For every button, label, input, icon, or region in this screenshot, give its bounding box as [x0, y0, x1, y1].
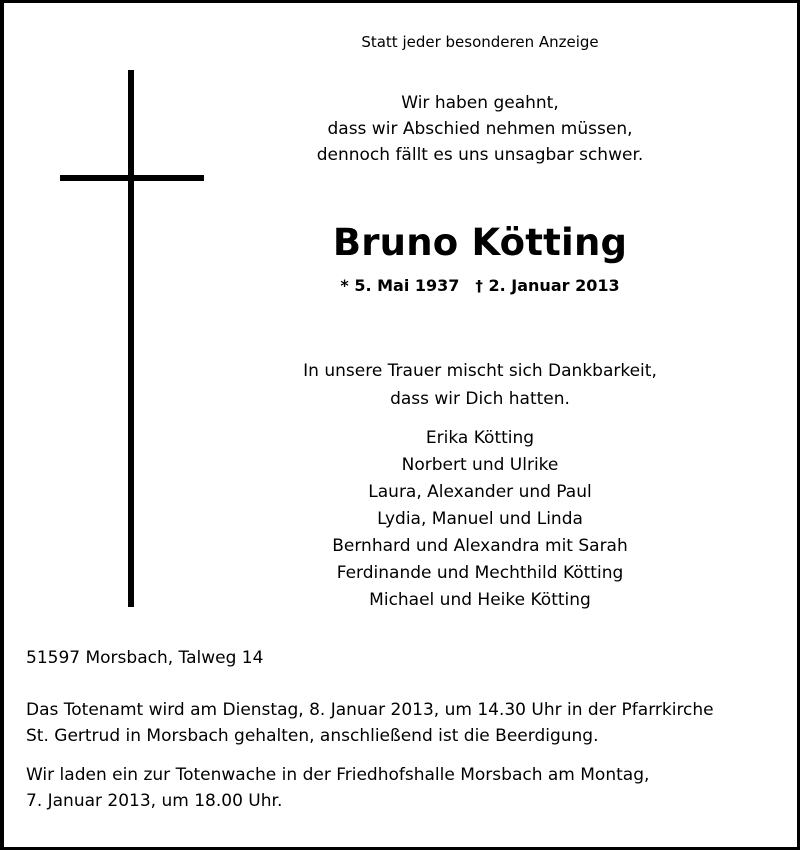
wake-info [26, 762, 786, 814]
mourners-list [270, 425, 690, 614]
mourner-entry: Ferdinande und Mechthild Kötting [336, 563, 624, 583]
service-line: St. Gertrud in Morsbach gehalten, anschließend ist die Beerdigung. [26, 726, 599, 746]
cross-icon-horizontal-bar [60, 175, 204, 181]
deceased-name: Bruno Kötting [332, 221, 628, 264]
notice-headline: Statt jeder besonderen Anzeige [361, 33, 599, 51]
service-line: Das Totenamt wird am Dienstag, 8. Januar 2013, um 14.30 Uhr in der Pfarrkirche [26, 700, 714, 720]
cross-icon-vertical-bar [128, 70, 134, 607]
death-date: 2. Januar 2013 [488, 276, 620, 295]
quote-line: dass wir Abschied nehmen müssen, [327, 119, 633, 139]
mourner-entry: Lydia, Manuel und Linda [377, 509, 583, 529]
quote-line: dennoch fällt es uns unsagbar schwer. [316, 145, 644, 165]
birth-date: * 5. Mai 1937 [340, 276, 460, 295]
mourner-entry: Bernhard und Alexandra mit Sarah [332, 536, 628, 556]
life-dates [270, 274, 690, 298]
quote-line: Wir haben geahnt, [401, 93, 559, 113]
gratitude-line: In unsere Trauer mischt sich Dankbarkeit, [303, 361, 657, 381]
opening-quote [270, 90, 690, 168]
family-address: 51597 Morsbach, Talweg 14 [26, 648, 264, 668]
mourner-entry: Erika Kötting [425, 428, 535, 448]
funeral-service-info [26, 697, 786, 749]
gratitude-text [270, 357, 690, 413]
gratitude-line: dass wir Dich hatten. [390, 389, 570, 409]
wake-line: Wir laden ein zur Totenwache in der Friedhofshalle Morsbach am Montag, [26, 765, 650, 785]
mourner-entry: Laura, Alexander und Paul [368, 482, 592, 502]
wake-line: 7. Januar 2013, um 18.00 Uhr. [26, 791, 283, 811]
dagger-icon: † [475, 277, 483, 295]
mourner-entry: Norbert und Ulrike [401, 455, 559, 475]
mourner-entry: Michael und Heike Kötting [369, 590, 591, 610]
